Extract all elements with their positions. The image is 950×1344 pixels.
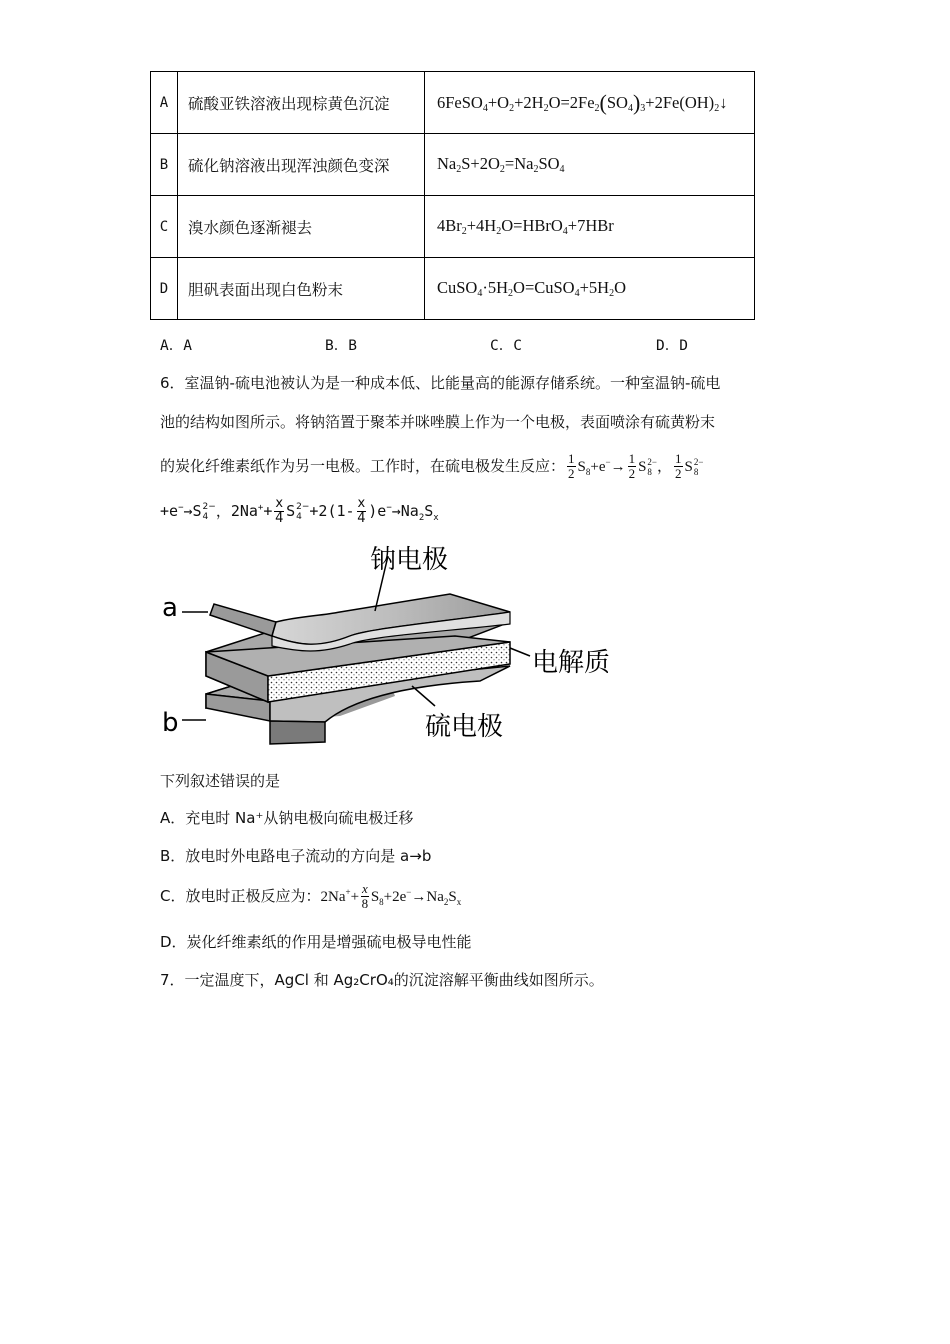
- q6-option-a[interactable]: A．充电时 Na⁺从钠电极向硫电极迁移: [160, 809, 414, 827]
- row-description: 溴水颜色逐渐褪去: [178, 196, 425, 258]
- table-row: [151, 134, 755, 196]
- label-sulfur-electrode: 硫电极: [425, 712, 504, 742]
- row-equation: $6FeSO_4+O_2+2H_2O=2Fe_2(SO_4)_3+2Fe(OH)_2↓$: [425, 72, 755, 134]
- row-equation: $CuSO_4\cdot 5H_2O=CuSO_4+5H_2O$: [425, 258, 755, 320]
- table-row: [151, 196, 755, 258]
- q6-line4: +e−→S 2− 4 ，2Na++ $\frac{x}{4}$ S 2− 4 +2(1- $\frac{x}{4}$ )$e^-\to Na_2S_x$: [160, 496, 439, 526]
- q6-line1: 6．室温钠-硫电池被认为是一种成本低、比能量高的能源存储系统。一种室温钠-硫电: [160, 374, 721, 392]
- battery-diagram: [150, 536, 630, 752]
- label-sodium-electrode: 钠电极: [370, 545, 449, 575]
- label-electrolyte: 电解质: [532, 648, 611, 678]
- label-b: b: [162, 708, 179, 738]
- row-key: D: [151, 258, 178, 320]
- table-row: [151, 258, 755, 320]
- row-key: C: [151, 196, 178, 258]
- row-key: A: [151, 72, 178, 134]
- q6-line2: 池的结构如图所示。将钠箔置于聚苯并咪唑膜上作为一个电极，表面喷涂有硫黄粉末: [160, 413, 716, 431]
- q6-option-d[interactable]: D．炭化纤维素纸的作用是增强硫电极导电性能: [160, 933, 472, 951]
- row-description: 硫酸亚铁溶液出现棕黄色沉淀: [178, 72, 425, 134]
- q6-option-c[interactable]: C．放电时正极反应为：2Na++ $\frac{x}{8}$ $S_8+2e^-\to Na_2S_x$: [160, 881, 462, 911]
- choice-c[interactable]: C．C: [490, 338, 522, 354]
- table-row: [151, 72, 755, 134]
- row-equation: $4Br_2+4H_2O=HBrO_4+7HBr$: [425, 196, 755, 258]
- leader-electrolyte: [510, 648, 530, 656]
- choice-b[interactable]: B．B: [325, 338, 357, 354]
- options-table: [150, 71, 755, 320]
- row-description: 胆矾表面出现白色粉末: [178, 258, 425, 320]
- leader-sulfur: [412, 686, 435, 706]
- q7-text: 7．一定温度下，AgCl 和 Ag₂CrO₄的沉淀溶解平衡曲线如图所示。: [160, 971, 604, 989]
- row-equation: $Na_2S+2O_2=Na_2SO_4$: [425, 134, 755, 196]
- row-key: B: [151, 134, 178, 196]
- choice-a[interactable]: A．A: [160, 338, 192, 354]
- q6-line3: 的炭化纤维素纸作为另一电极。工作时，在硫电极发生反应： $\frac{1}{2}$ $S_8+e^-\to$ $\frac{1}{2}$ S 2− 8 ， $\frac{1}{2}$ S 2− 8: [160, 451, 704, 481]
- q6-option-b[interactable]: B．放电时外电路电子流动的方向是 a→b: [160, 847, 432, 865]
- choice-d[interactable]: D．D: [656, 338, 688, 354]
- label-a: a: [162, 593, 178, 623]
- row-description: 硫化钠溶液出现浑浊颜色变深: [178, 134, 425, 196]
- q6-stem: 下列叙述错误的是: [160, 772, 281, 790]
